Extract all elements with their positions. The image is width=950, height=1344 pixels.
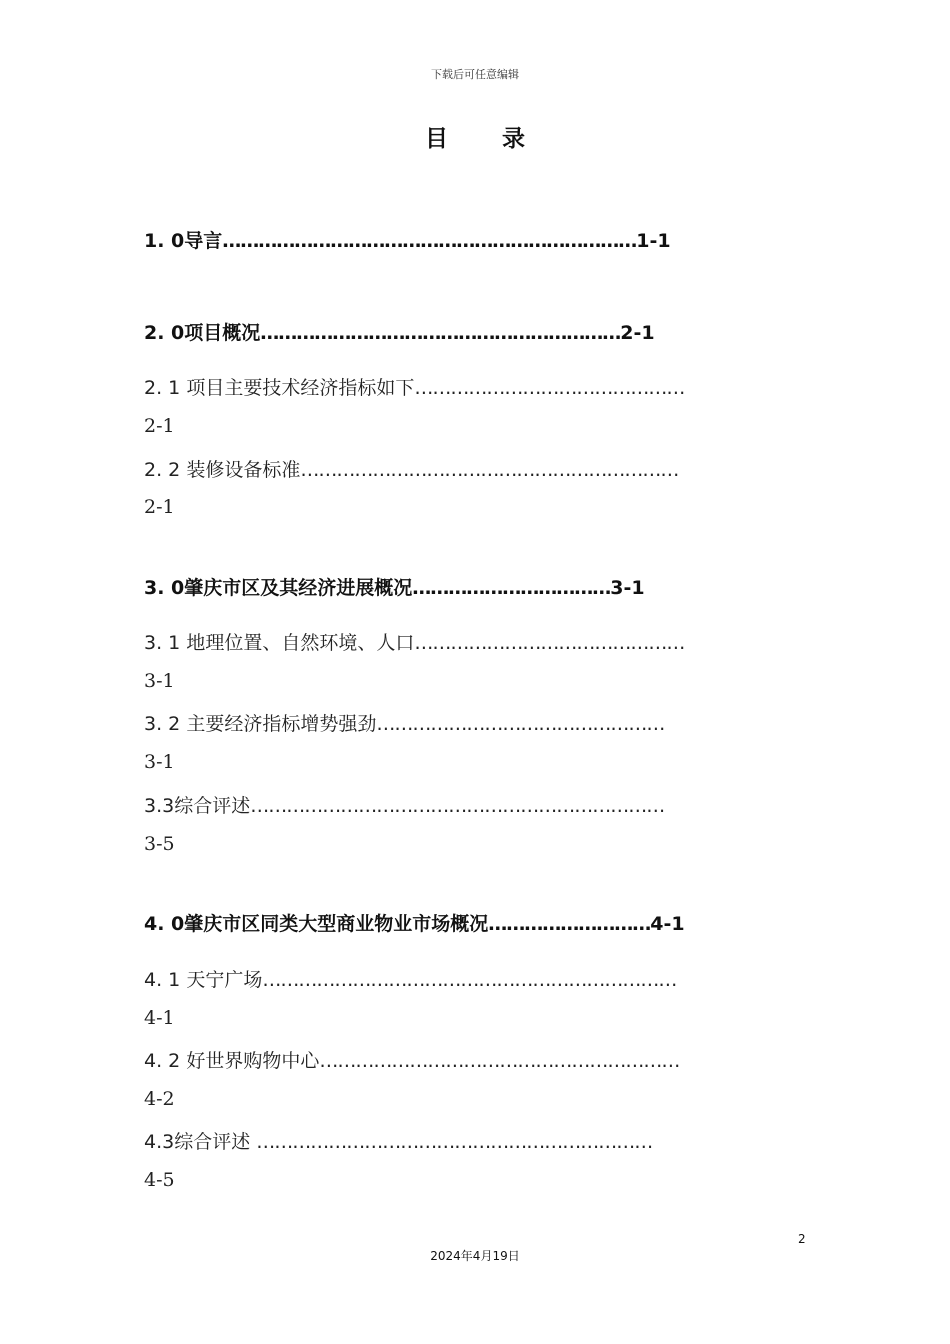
toc-entry-2[interactable]	[144, 318, 806, 345]
toc-page-2-2: 2-1	[144, 496, 175, 518]
toc-number: 3. 0	[144, 577, 185, 599]
page-footer-date: 2024年4月19日	[430, 1249, 520, 1263]
toc-page-2-1: 2-1	[144, 415, 175, 437]
toc-page: 1-1	[636, 230, 671, 252]
toc-title: 项目概况	[184, 322, 261, 344]
toc-page-4-1: 4-1	[144, 1007, 175, 1029]
toc-title: 综合评述	[174, 795, 251, 817]
toc-page-3-1: 3-1	[144, 670, 175, 692]
toc-title: 项目主要技术经济指标如下	[186, 377, 415, 399]
toc-leader: ………………………………………	[414, 632, 685, 654]
toc-number: 4. 0	[144, 913, 185, 935]
toc-entry-2-1[interactable]	[144, 373, 806, 400]
page-number: 2	[798, 1232, 806, 1246]
toc-title: 主要经济指标增势强劲	[186, 713, 377, 735]
toc-number: 2. 2	[144, 459, 181, 481]
toc-entry-4-3[interactable]	[144, 1127, 806, 1154]
toc-number: 4.3	[144, 1131, 175, 1153]
toc-leader: ……………………………………………………	[260, 322, 621, 344]
toc-title: 天宁广场	[186, 969, 263, 991]
toc-number: 1. 0	[144, 230, 185, 252]
toc-entry-4[interactable]	[144, 909, 806, 936]
toc-number: 2. 1	[144, 377, 181, 399]
toc-entry-3-1[interactable]	[144, 628, 806, 655]
toc-number: 4. 2	[144, 1050, 181, 1072]
toc-entry-4-1[interactable]	[144, 965, 806, 992]
toc-entry-3-2[interactable]	[144, 709, 806, 736]
toc-entry-3[interactable]	[144, 573, 806, 600]
toc-title: 装修设备标准	[186, 459, 301, 481]
toc-page-4-2: 4-2	[144, 1088, 175, 1110]
toc-leader: ……………………………………………………………	[262, 969, 677, 991]
page-title: 目录	[425, 126, 579, 152]
toc-page-4-3: 4-5	[144, 1169, 175, 1191]
toc-leader: …………………………………………………………	[256, 1131, 653, 1153]
toc-page-3-2: 3-1	[144, 751, 175, 773]
toc-title: 肇庆市区及其经济进展概况	[184, 577, 413, 599]
toc-entry-4-2[interactable]	[144, 1046, 806, 1073]
toc-number: 3.3	[144, 795, 175, 817]
toc-leader: ……………………………………………………………	[250, 795, 665, 817]
toc-page: 4-1	[650, 913, 685, 935]
toc-leader: ………………………………………	[414, 377, 685, 399]
toc-number: 2. 0	[144, 322, 185, 344]
toc-title: 肇庆市区同类大型商业物业市场概况	[184, 913, 489, 935]
toc-leader: ……………………………	[412, 577, 611, 599]
toc-number: 3. 2	[144, 713, 181, 735]
toc-entry-2-2[interactable]	[144, 455, 806, 482]
toc-leader: ………………………	[488, 913, 651, 935]
toc-leader: ………………………………………………………	[300, 459, 679, 481]
toc-page: 2-1	[620, 322, 655, 344]
toc-title: 地理位置、自然环境、人口	[186, 632, 415, 654]
page-header: 下载后可任意编辑	[431, 68, 519, 81]
toc-entry-1[interactable]	[144, 226, 806, 253]
toc-number: 4. 1	[144, 969, 181, 991]
toc-number: 3. 1	[144, 632, 181, 654]
toc-page-3-3: 3-5	[144, 833, 175, 855]
toc-page: 3-1	[610, 577, 645, 599]
toc-leader: …………………………………………	[376, 713, 665, 735]
toc-entry-3-3[interactable]	[144, 791, 806, 818]
toc-title: 好世界购物中心	[186, 1050, 320, 1072]
toc-title: 导言	[184, 230, 223, 252]
toc-title: 综合评述	[174, 1131, 257, 1153]
toc-leader: ……………………………………………………………	[222, 230, 637, 252]
toc-leader: ……………………………………………………	[319, 1050, 680, 1072]
